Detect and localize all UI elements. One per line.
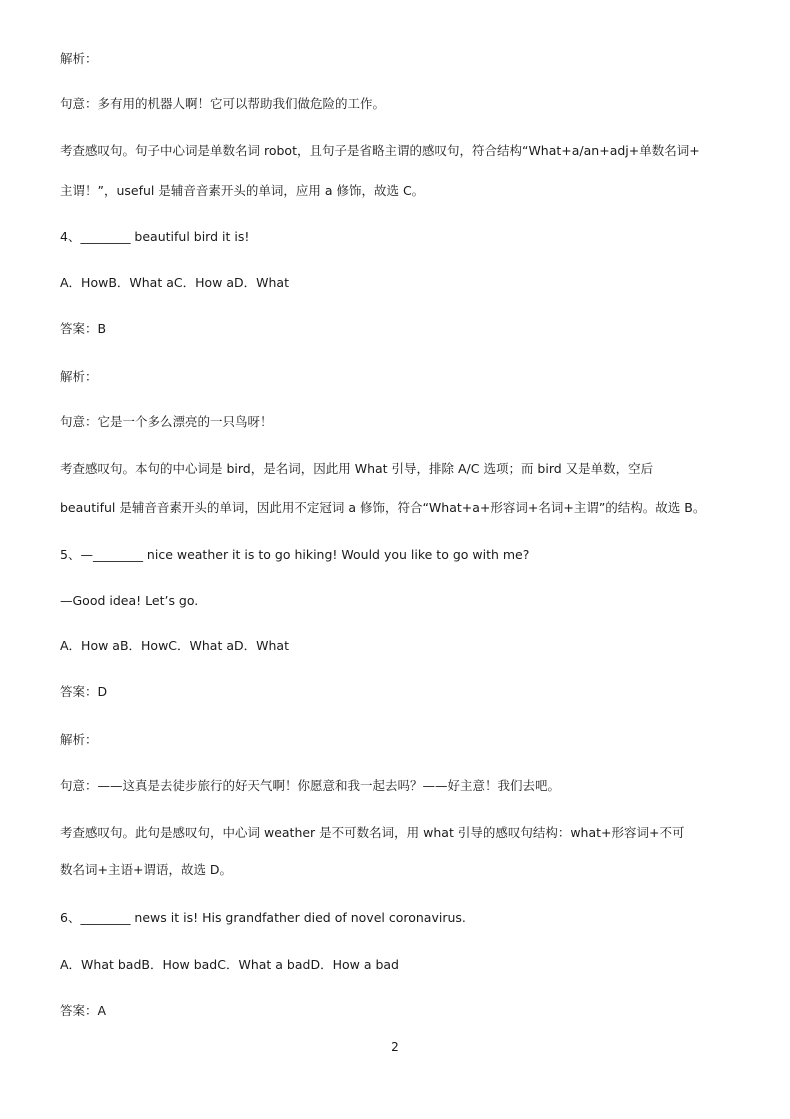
analysis-heading: 解析： (60, 732, 98, 747)
explanation-line: 考查感叹句。此句是感叹句，中心词 weather 是不可数名词，用 what 引导的感叹句结构：what+形容词+不可 (60, 825, 685, 840)
question-4: 4、________ beautiful bird it is! (60, 229, 250, 244)
explanation-line: 主谓！”，useful 是辅音音素开头的单词，应用 a 修饰，故选 C。 (60, 183, 425, 198)
answer-6: 答案：A (60, 1003, 107, 1018)
answer-5: 答案：D (60, 684, 108, 699)
sentence-meaning: 句意：——这真是去徒步旅行的好天气啊！你愿意和我一起去吗？——好主意！我们去吧。 (60, 778, 561, 793)
question-5: 5、—________ nice weather it is to go hiking! Would you like to go with me? (60, 547, 530, 562)
explanation-line: 考查感叹句。句子中心词是单数名词 robot，且句子是省略主谓的感叹句，符合结构“What+a/an+adj+单数名词+ (60, 143, 700, 158)
analysis-heading: 解析： (60, 369, 98, 384)
sentence-meaning: 句意：多有用的机器人啊！它可以帮助我们做危险的工作。 (60, 96, 386, 111)
explanation-line: 数名词+主语+谓语，故选 D。 (60, 862, 233, 877)
page-number: 2 (391, 1040, 399, 1054)
question-5-reply: —Good idea! Let’s go. (60, 593, 199, 608)
question-6: 6、________ news it is! His grandfather died of novel coronavirus. (60, 910, 466, 925)
explanation-line: beautiful 是辅音音素开头的单词，因此用不定冠词 a 修饰，符合“What+a+形容词+名词+主谓”的结构。故选 B。 (60, 500, 706, 515)
options-4: A．HowB．What aC．How aD．What (60, 275, 289, 290)
explanation-line: 考查感叹句。本句的中心词是 bird，是名词，因此用 What 引导，排除 A/C 选项；而 bird 又是单数，空后 (60, 461, 654, 476)
options-6: A．What badB．How badC．What a badD．How a bad (60, 957, 399, 972)
answer-4: 答案：B (60, 321, 107, 336)
options-5: A．How aB．HowC．What aD．What (60, 638, 289, 653)
sentence-meaning: 句意：它是一个多么漂亮的一只鸟呀！ (60, 414, 273, 429)
analysis-heading: 解析： (60, 51, 98, 66)
